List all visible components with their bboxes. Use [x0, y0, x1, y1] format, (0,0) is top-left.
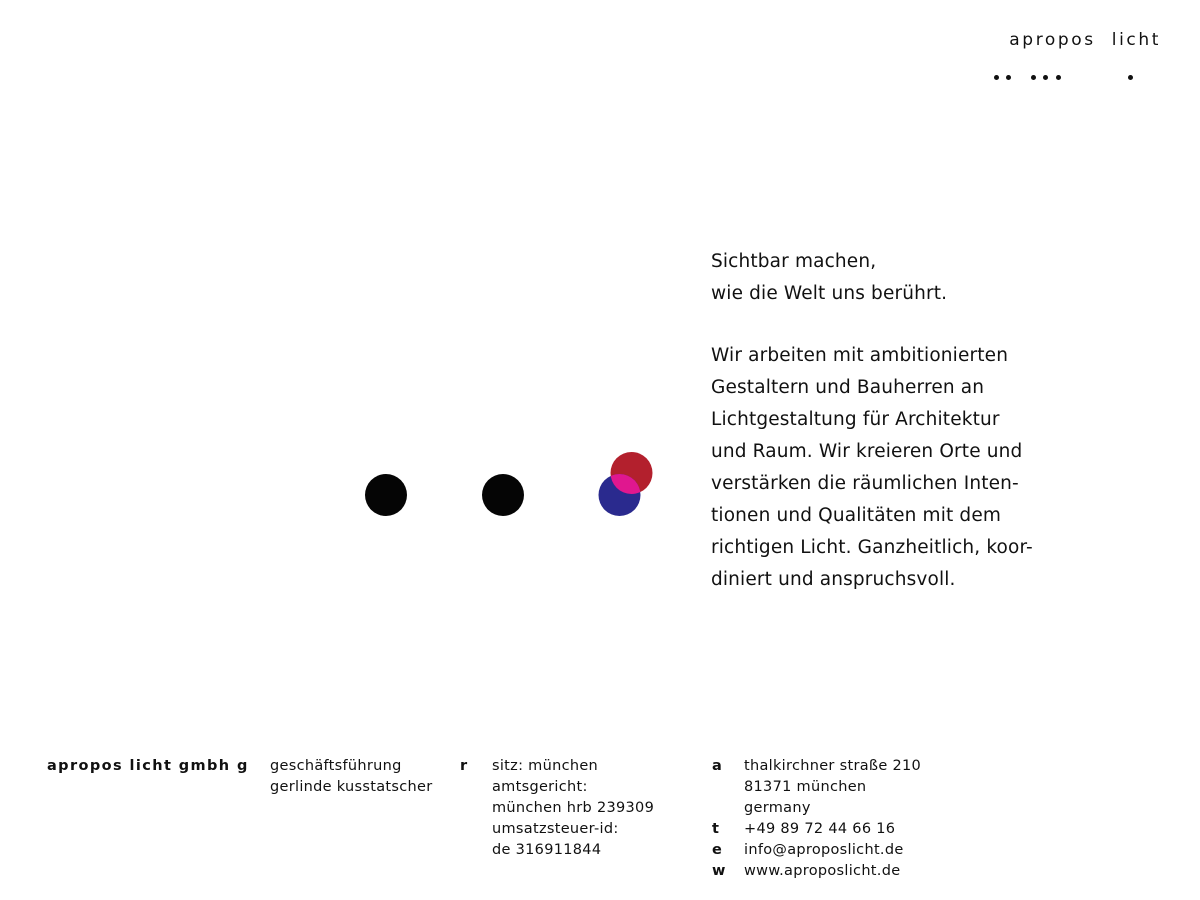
body-line: und Raum. Wir kreieren Orte und: [711, 441, 1023, 462]
body-line: tionen und Qualitäten mit dem: [711, 505, 1002, 526]
logo-dot: [1128, 75, 1133, 80]
intro-body: [711, 340, 1051, 596]
contact-info: [712, 756, 921, 882]
phone-row: [712, 819, 921, 840]
web-row: [712, 861, 921, 882]
address-line: 81371 münchen: [744, 779, 867, 795]
intro-headline: [711, 246, 1051, 310]
email-row: [712, 840, 921, 861]
management-info: [270, 756, 432, 798]
address-value: [744, 756, 921, 819]
register-line: münchen hrb 239309: [492, 800, 655, 816]
management-key: g: [237, 758, 248, 774]
body-line: verstärken die räumlichen Inten-: [711, 473, 1019, 494]
address-key: a: [712, 758, 723, 774]
logo-dots: [993, 75, 1161, 85]
email-key: e: [712, 842, 723, 858]
body-line: Lichtgestaltung für Architektur: [711, 409, 1000, 430]
register-info: [492, 756, 654, 861]
body-line: Gestaltern und Bauherren an: [711, 377, 985, 398]
overlapping-color-dots: [596, 450, 666, 525]
address-line: germany: [744, 800, 811, 816]
body-line: richtigen Licht. Ganzheitlich, koor-: [711, 537, 1033, 558]
register-line: de 316911844: [492, 842, 602, 858]
hero-dots-graphic: [360, 450, 660, 525]
logo-dot: [994, 75, 999, 80]
website-link[interactable]: www.aproposlicht.de: [744, 863, 901, 879]
management-line: geschäftsführung: [270, 758, 402, 774]
black-dot: [365, 474, 407, 516]
register-line: umsatzsteuer-id:: [492, 821, 619, 837]
company-name: apropos licht gmbh: [47, 758, 231, 774]
phone-key: t: [712, 821, 720, 837]
web-key: w: [712, 863, 726, 879]
management-line: gerlinde kusstatscher: [270, 779, 433, 795]
black-dot: [482, 474, 524, 516]
logo-link[interactable]: [993, 29, 1161, 85]
register-line: sitz: münchen: [492, 758, 599, 774]
register-key: r: [460, 758, 468, 774]
address-row: [712, 756, 921, 819]
email-link[interactable]: info@aproposlicht.de: [744, 842, 904, 858]
body-line: diniert und anspruchsvoll.: [711, 569, 956, 590]
phone-link[interactable]: +49 89 72 44 66 16: [744, 821, 896, 837]
footer: [0, 756, 1200, 886]
headline-line: Sichtbar machen,: [711, 251, 877, 272]
logo-dot: [1043, 75, 1048, 80]
address-line: thalkirchner straße 210: [744, 758, 922, 774]
logo-text: apropos licht: [1009, 30, 1161, 50]
register-line: amtsgericht:: [492, 779, 588, 795]
headline-line: wie die Welt uns berührt.: [711, 283, 948, 304]
logo-dot: [1056, 75, 1061, 80]
logo-dot: [1031, 75, 1036, 80]
intro-text: [711, 246, 1051, 596]
body-line: Wir arbeiten mit ambitionierten: [711, 345, 1009, 366]
logo-dot: [1006, 75, 1011, 80]
